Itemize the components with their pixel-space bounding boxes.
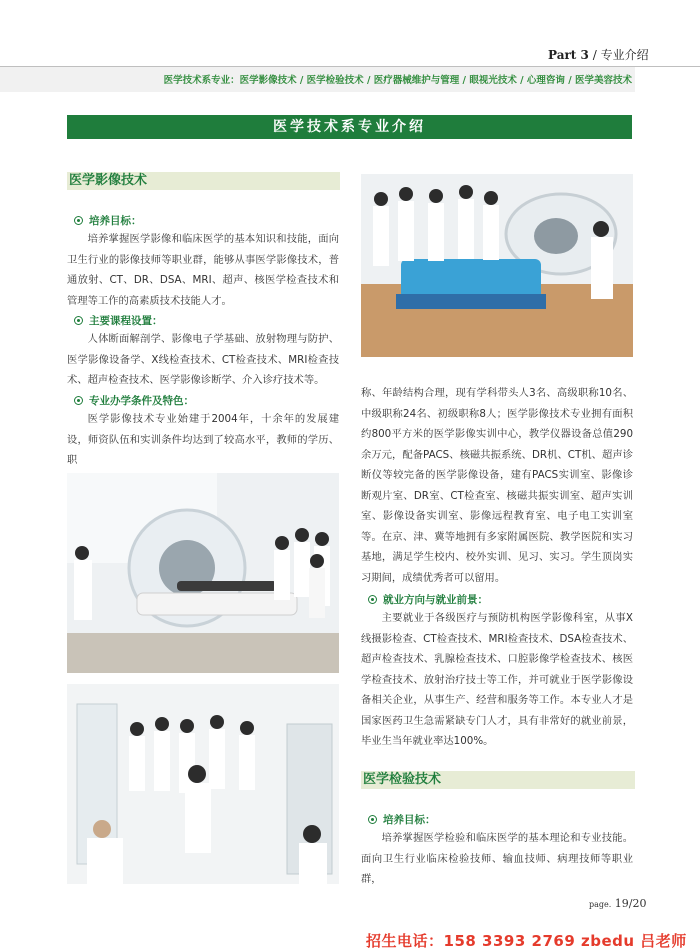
employment-label-text: 就业方向与就业前景： xyxy=(383,594,488,606)
bullet-icon xyxy=(368,595,377,604)
conditions-label xyxy=(74,393,194,408)
lab-goal-label xyxy=(368,812,436,827)
page-number xyxy=(589,897,647,910)
conditions-label-text: 专业办学条件及特色： xyxy=(89,395,194,407)
goal-label-text: 培养目标： xyxy=(89,215,142,227)
page-title: 医学技术系专业介绍 xyxy=(67,115,632,139)
employment-label xyxy=(368,592,488,607)
ct-lab-illustration xyxy=(67,473,339,673)
page-prefix: page. xyxy=(589,900,612,909)
page-number-value: 19/20 xyxy=(614,897,647,910)
goal-paragraph: 培养掌握医学影像和临床医学的基本知识和技能，面向卫生行业的影像技师等职业群，能够从事医学影像技术，普通放射、CT、DR、DSA、MRI、超声、核医学检查技术和管理等工作的高素质技术技能人才。 xyxy=(67,233,339,307)
ct-lab-photo xyxy=(67,473,339,673)
mri-lab-illustration xyxy=(361,174,633,357)
section-heading-lab: 医学检验技术 xyxy=(361,771,635,789)
lab-goal-label-text: 培养目标： xyxy=(383,814,436,826)
bullet-icon xyxy=(74,396,83,405)
major-nav: 医学技术系专业：医学影像技术 / 医学检验技术 / 医疗器械维护与管理 / 眼视光技术 / 心理咨询 / 医学美容技术 xyxy=(163,75,632,86)
xray-lab-illustration xyxy=(67,684,339,884)
part-section: 专业介绍 xyxy=(600,48,649,62)
xray-lab-photo xyxy=(67,684,339,884)
courses-paragraph: 人体断面解剖学、影像电子学基础、放射物理与防护、医学影像设备学、X线检查技术、CT检查技术、MRI检查技术、超声检查技术、医学影像诊断学、介入诊疗技术等。 xyxy=(67,333,339,386)
mri-lab-photo xyxy=(361,174,633,357)
part-label xyxy=(548,46,649,63)
bullet-icon xyxy=(74,216,83,225)
conditions-paragraph-start: 医学影像技术专业始建于2004年，十余年的发展建设，师资队伍和实训条件均达到了较高水平，教师的学历、职 xyxy=(67,413,339,466)
part-separator: / xyxy=(592,48,597,62)
bullet-icon xyxy=(74,316,83,325)
admission-phone: 招生电话：158 3393 2769 zbedu 吕老师 xyxy=(366,932,687,950)
goal-label xyxy=(74,213,142,228)
employment-paragraph: 主要就业于各级医疗与预防机构医学影像科室，从事X线摄影检查、CT检查技术、MRI检查技术、DSA检查技术、超声检查技术、乳腺检查技术、口腔影像学检查技术、核医学检查技术、放射治疗技士等工作，并可就业于医学影像设备相关企业，从事生产、经营和服务等工作。本专业人才是国家医药卫生急需紧缺专门人才，具有非常好的就业前景，毕业生当年就业率达100%。 xyxy=(361,612,633,747)
courses-label xyxy=(74,313,163,328)
bullet-icon xyxy=(368,815,377,824)
courses-label-text: 主要课程设置： xyxy=(89,315,163,327)
conditions-paragraph-continued: 称、年龄结构合理，现有学科带头人3名、高级职称10名、中级职称24名、初级职称8人；医学影像技术专业拥有面积约800平方米的医学影像实训中心，教学仪器设备总值290余万元，配备PACS、核磁共振系统、DR机、CT机、超声诊断仪等较完备的医学影像设备，建有PACS实训室、影像诊断观片室、DR室、CT检查室、核磁共振实训室、超声实训室、影像设备实训室、影像远程教育室、电子电工实训室等。在京、津、冀等地拥有多家附属医院、教学医院和实习基地，满足学生校内、校外实训、见习、实习。学生顶岗实习期间，成绩优秀者可以留用。 xyxy=(361,387,633,584)
lab-goal-paragraph: 培养掌握医学检验和临床医学的基本理论和专业技能。面向卫生行业临床检验技师、输血技师、病理技师等职业群， xyxy=(361,832,633,885)
part-number: Part 3 xyxy=(548,48,589,62)
section-heading-imaging: 医学影像技术 xyxy=(67,172,340,190)
